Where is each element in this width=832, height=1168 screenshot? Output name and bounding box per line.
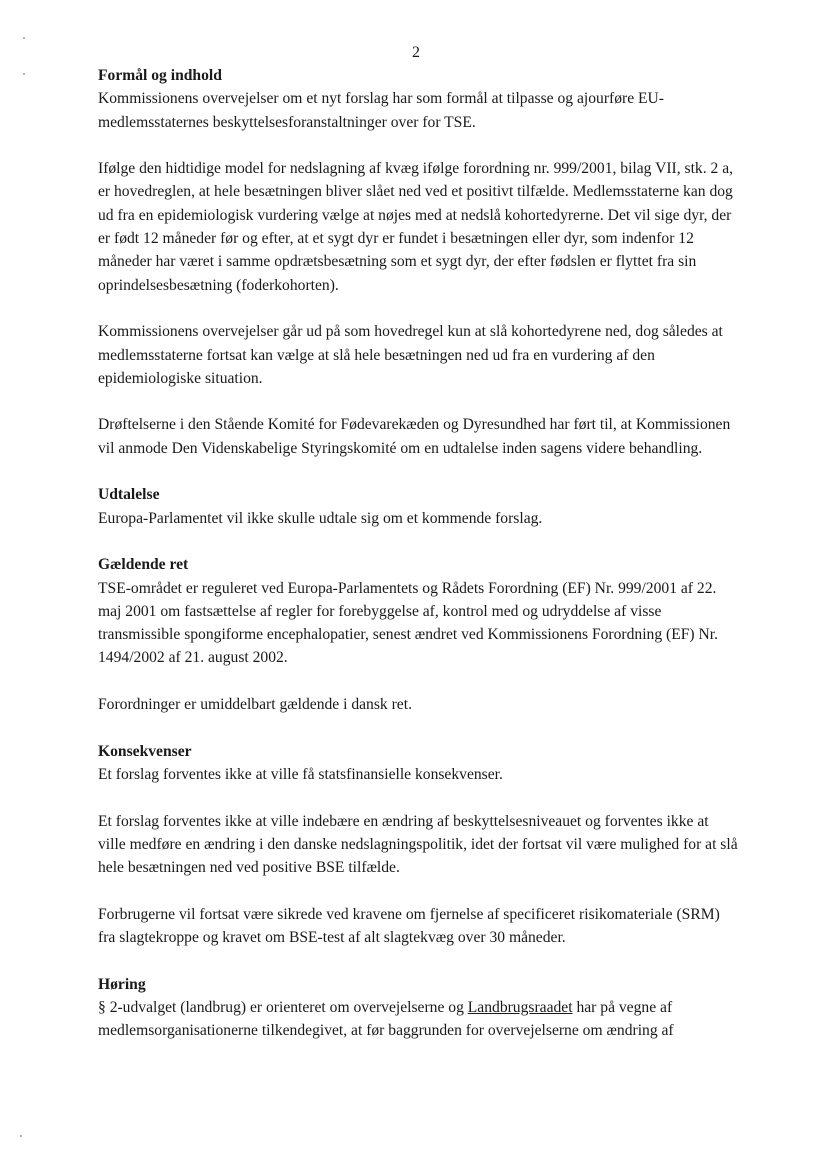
section-udtalelse [98, 483, 738, 530]
section-heading: Høring [98, 975, 146, 993]
scan-speck [23, 37, 25, 39]
paragraph: Europa-Parlamentet vil ikke skulle udtale sig om et kommende forslag. [98, 509, 543, 527]
paragraph: Et forslag forventes ikke at ville få statsfinansielle konsekvenser. [98, 765, 503, 783]
paragraph-text: § 2-udvalget (landbrug) er orienteret om overvejelserne og [98, 998, 468, 1016]
paragraph: Drøftelserne i den Stående Komité for Fødevarekæden og Dyresundhed har ført til, at Kommissionen vil anmode Den Videnskabelige Styringskomité om en udtalelse inden sagens videre behandling. [98, 416, 731, 457]
underlined-organisation-name: Landbrugsraadet [467, 998, 573, 1016]
paragraph: Forbrugerne vil fortsat være sikrede ved kravene om fjernelse af specificeret risikomateriale (SRM) fra slagtekroppe og kravet om BSE-test af alt slagtekvæg over 30 måneder. [98, 905, 720, 946]
section-heading: Udtalelse [98, 486, 160, 504]
paragraph: Kommissionens overvejelser går ud på som hovedregel kun at slå kohortedyrene ned, dog således at medlemsstaterne fortsat kan vælge at slå hele besætningen ned ud fra en vurdering af den epidemiologiske situation. [98, 323, 723, 387]
section-heading: Formål og indhold [98, 67, 222, 84]
paragraph: Ifølge den hidtidige model for nedslagning af kvæg ifølge forordning nr. 999/2001, bilag VII, stk. 2 a, er hovedreglen, at hele besætningen bliver slået ned ved et positivt tilfælde. Medlemsstaterne kan dog ud fra en epidemiologisk vurdering vælge at nøjes med at nedslå kohortedyrerne. Det vil sige dyr, der er født 12 måneder før og efter, at et sygt dyr er fundet i besætningen eller dyr, som indenfor 12 måneder har været i samme opdrætsbesætning som et sygt dyr, der efter fødslen er flyttet fra sin oprindelsesbesætning (foderkohorten). [98, 160, 734, 294]
section-heading: Konsekvenser [98, 742, 192, 760]
scan-speck [23, 73, 25, 75]
section-hoering [98, 973, 738, 1043]
section-gaeldende-ret [98, 553, 738, 716]
paragraph: TSE-området er reguleret ved Europa-Parlamentets og Rådets Forordning (EF) Nr. 999/2001 af 22. maj 2001 om fastsættelse af regler for forebyggelse af, kontrol med og udryddelse af visse transmissible spongiforme encephalopatier, senest ændret ved Kommissionens Forordning (EF) Nr. 1494/2002 af 21. august 2002. [98, 579, 718, 667]
section-heading: Gældende ret [98, 556, 189, 574]
scan-speck [20, 1135, 22, 1137]
paragraph: Et forslag forventes ikke at ville indebære en ændring af beskyttelsesniveauet og forventes ikke at ville medføre en ændring i den danske nedslagningspolitik, idet der fortsat vil være mulighed for at slå hele besætningen ned ved positive BSE tilfælde. [98, 812, 738, 877]
section-formaal [98, 64, 738, 460]
paragraph: Forordninger er umiddelbart gældende i dansk ret. [98, 696, 412, 714]
paragraph [98, 996, 738, 1043]
document-body [98, 64, 738, 1066]
paragraph-text: har på vegne af medlemsorganisationerne tilkendegivet, at før baggrunden for overvejelserne om ændring af [98, 998, 674, 1040]
page-number: 2 [412, 44, 420, 61]
paragraph: Kommissionens overvejelser om et nyt forslag har som formål at tilpasse og ajourføre EU-medlemsstaternes beskyttelsesforanstaltninger over for TSE. [98, 90, 664, 131]
section-konsekvenser [98, 740, 738, 950]
